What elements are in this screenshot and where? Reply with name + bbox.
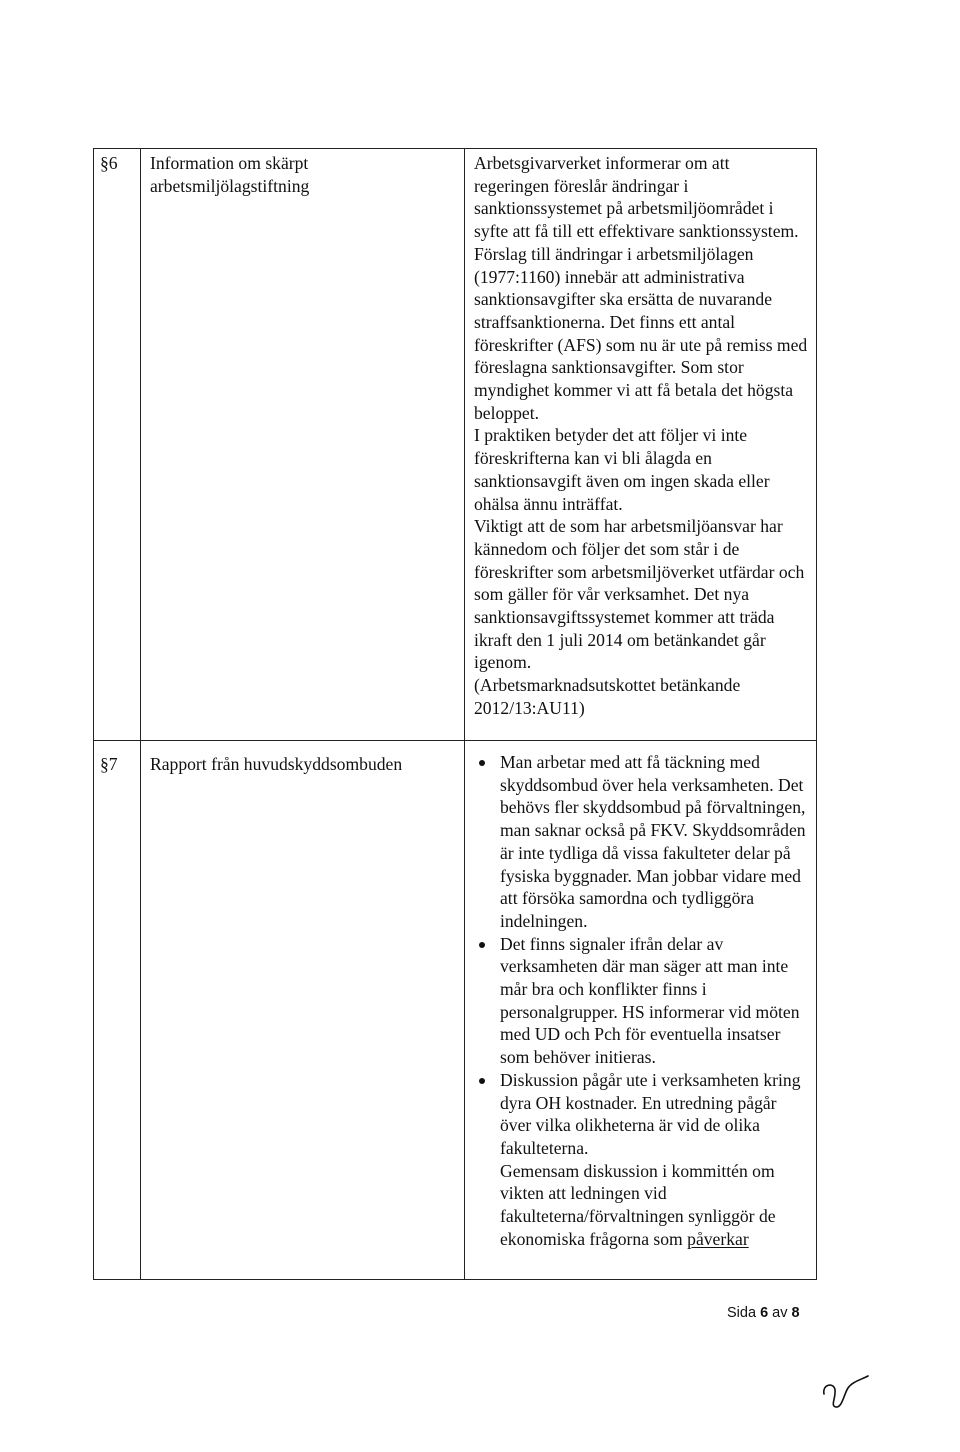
body-paragraph: Viktigt att de som har arbetsmiljöansvar har kännedom och följer det som står i de föreskrifter som arbetsmiljöverket utfärdar och som gäller för vår verksamhet. Det nya sanktionsavgiftssystemet kommer att träda ikraft den 1 juli 2014 om betänkandet går igenom. xyxy=(474,516,805,673)
page-current: 6 xyxy=(760,1305,769,1321)
page-prefix: Sida xyxy=(727,1305,761,1321)
body-paragraph: I praktiken betyder det att följer vi inte föreskrifterna kan vi bli ålagda en sanktionsavgift även om ingen skada eller ohälsa ännu inträffat. xyxy=(474,425,770,514)
body-paragraph: Förslag till ändringar i arbetsmiljölagen (1977:1160) innebär att administrativa sanktionsavgifter ska ersätta de nuvarande straffsanktionerna. Det finns ett antal föreskrifter (AFS) som nu är ute på remiss med föreslagna sanktionsavgifter. Som stor myndighet kommer vi att få betala det högsta beloppet. xyxy=(474,243,808,423)
continuation-text: Gemensam diskussion i kommittén om vikten att ledningen vid fakulteterna/förvaltningen synliggör de ekonomiska frågorna som xyxy=(500,1160,776,1249)
page-middle: av xyxy=(768,1305,792,1321)
page-total: 8 xyxy=(791,1305,800,1321)
section-number: §6 xyxy=(94,149,141,741)
section-title: Rapport från huvudskyddsombuden xyxy=(141,741,465,1280)
bullet-item xyxy=(500,1069,808,1251)
section-body xyxy=(465,149,817,741)
underlined-word: påverkar xyxy=(687,1228,749,1249)
bullet-text: Diskussion pågår ute i verksamheten kring dyra OH kostnader. En utredning pågår över vilka olikheterna är vid de olika fakulteterna. xyxy=(500,1069,801,1158)
section-row-7 xyxy=(94,741,817,1280)
bullet-item: Det finns signaler ifrån delar av verksamheten där man säger att man inte mår bra och konflikter finns i personalgrupper. HS informerar vid möten med UD och Pch för eventuella insatser som behöver initieras. xyxy=(500,933,808,1069)
section-title: Information om skärpt arbetsmiljölagstiftning xyxy=(141,149,465,741)
section-row-6 xyxy=(94,149,817,741)
section-number: §7 xyxy=(94,741,141,1280)
bullet-item: Man arbetar med att få täckning med skyddsombud över hela verksamheten. Det behövs fler skyddsombud på förvaltningen, man saknar också på FKV. Skyddsområden är inte tydliga då vissa fakulteter delar på fysiska byggnader. Man jobbar vidare med att försöka samordna och tydliggöra indelningen. xyxy=(500,751,808,933)
body-paragraph: Arbetsgivarverket informerar om att regeringen föreslår ändringar i sanktionssystemet på arbetsmiljöområdet i syfte att få till ett effektivare sanktionssystem. xyxy=(474,153,799,242)
section-body xyxy=(465,741,817,1280)
minutes-table xyxy=(93,148,817,1280)
body-paragraph: (Arbetsmarknadsutskottet betänkande 2012/13:AU11) xyxy=(474,675,741,718)
bullet-list xyxy=(474,751,808,1250)
handwritten-initials xyxy=(820,1372,870,1412)
page-number xyxy=(727,1305,800,1321)
